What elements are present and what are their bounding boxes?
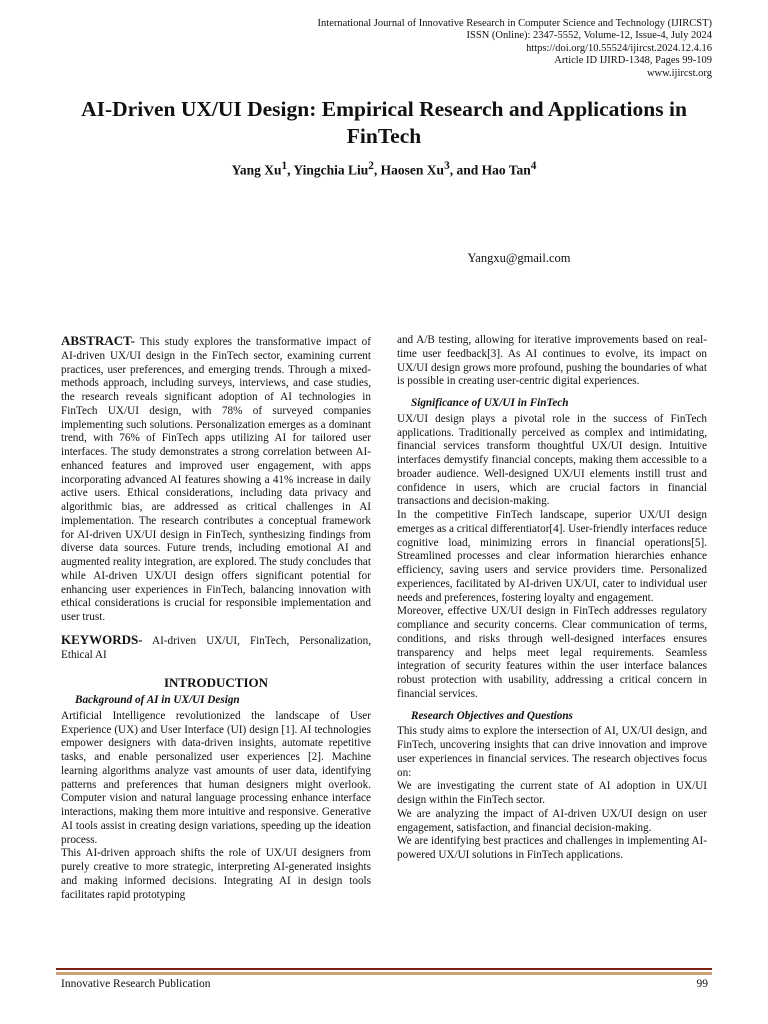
right-column (397, 334, 707, 863)
journal-header (318, 18, 712, 80)
author-affiliation-mark: 4 (530, 160, 537, 172)
keywords (61, 633, 371, 663)
paragraph: This AI-driven approach shifts the role of UX/UI designers from purely creative to more strategic, interpreting AI-generated insights and making informed decisions. Integrating AI in design tools facilitates rapid prototyping (61, 847, 371, 901)
subsection-heading-significance: Significance of UX/UI in FinTech (411, 397, 569, 409)
paragraph: This study aims to explore the intersection of AI, UX/UI design, and FinTech, uncovering insights that can drive innovation and improve user experiences in financial services. The research objectives focus on: (397, 725, 707, 779)
author-separator: , (287, 162, 294, 178)
journal-website-link[interactable]: www.ijircst.org (646, 67, 712, 79)
author-name: Haosen Xu (380, 162, 445, 178)
paragraph: UX/UI design plays a pivotal role in the success of FinTech applications. Traditionally perceived as complex and intimidating, financial services transform thoughtful UX/UI design. Intuitive interfaces demystify financial concepts, making them accessible to a broader audience. Well-designed UX/UI elements instill trust and confidence in users, which are crucial factors in financial transactions and decision-making. (397, 412, 707, 508)
paragraph: Moreover, effective UX/UI design in FinTech addresses regulatory compliance and security concerns. Clear communication of terms, conditions, and risks through well-designed interfaces ensures transparency and helps meet legal requirements. Seamless integration of security features within the user interface balances robust protection with usability, addressing a critical concern in financial services. (397, 605, 707, 700)
journal-name: International Journal of Innovative Research in Computer Science and Technology (IJIRCST) (317, 18, 712, 29)
subsection-heading-background: Background of AI in UX/UI Design (75, 694, 240, 706)
paper-title: AI-Driven UX/UI Design: Empirical Research and Applications in FinTech (81, 97, 687, 148)
paragraph: Artificial Intelligence revolutionized the landscape of User Experience (UX) and User Interface (UI) design [1]. AI technologies empower designers with data-driven insights, automate repetitive tasks, and enable personalized user experiences [2]. Machine learning algorithms analyze vast amounts of user data, identifying patterns and preferences that human designers might overlook. Computer vision and natural language processing enhance interface interactions, making them more intuitive and responsive. Generative AI tools assist in creating design variations, speeding up the ideation process. (61, 709, 371, 846)
left-column (61, 334, 371, 902)
author-affiliation-mark: 1 (281, 160, 288, 172)
author-email[interactable]: Yangxu@gmail.com (467, 251, 571, 265)
author-affiliation-mark: 3 (444, 160, 450, 172)
abstract (61, 334, 371, 625)
author-affiliation-mark: 2 (368, 160, 374, 172)
footer-divider-accent (56, 972, 712, 975)
paragraph: We are analyzing the impact of AI-driven UX/UI design on user engagement, satisfaction, and financial decision-making. (397, 807, 707, 834)
author-name: Hao Tan (481, 162, 531, 178)
keywords-text: AI-driven UX/UI, FinTech, Personalization, Ethical AI (61, 634, 371, 661)
abstract-label: ABSTRACT- (61, 333, 135, 348)
abstract-text: This study explores the transformative impact of AI-driven UX/UI design in the FinTech sector, examining current practices, user preferences, and emerging trends. Through a mixed-methods approach, including surveys, interviews, and case studies, the research reveals significant adoption of AI technologies in FinTech UX/UI design, with 78% of surveyed companies implementing such solutions. Personalization emerges as a dominant trend, with 76% of FinTech apps utilizing AI for tailored user interfaces. The study demonstrates a strong correlation between AI-enhanced features and improved user engagement, with apps incorporating advanced AI features showing a 41% increase in daily active users. Ethical considerations, including data privacy and algorithmic bias, are addressed as critical challenges in AI implementation. The research contributes a conceptual framework for AI-driven UX/UI design in FinTech, synthesizing findings from diverse data sources. Future trends, including emotional AI and augmented reality integration, are explored. The study concludes that while AI-driven UX/UI design offers significant potential for enhancing user experiences in FinTech, balancing innovation with ethical considerations is crucial for responsible implementation and user trust. (61, 336, 371, 623)
author-list (0, 160, 768, 179)
paragraph: We are identifying best practices and challenges in implementing AI-powered UX/UI solutions in FinTech applications. (397, 835, 707, 861)
paragraph: We are investigating the current state of AI adoption in UX/UI design within the FinTech sector. (397, 780, 707, 806)
author-name: Yang Xu (231, 162, 282, 178)
subsection-heading-objectives: Research Objectives and Questions (411, 709, 573, 722)
article-id: Article ID IJIRD-1348, Pages 99-109 (554, 55, 712, 67)
footer-divider (56, 968, 712, 970)
author-separator: , and (449, 162, 482, 178)
author-name: Yingchia Liu (293, 162, 369, 178)
page-number: 99 (696, 978, 708, 990)
journal-doi-link[interactable]: https://doi.org/10.55524/ijircst.2024.12.4.16 (526, 42, 712, 54)
paragraph: In the competitive FinTech landscape, superior UX/UI design emerges as a critical differentiator[4]. User-friendly interfaces reduce cognitive load, minimizing errors in financial operations[5]. Streamlined processes and clear information hierarchies enhance efficiency, saving users and service providers time. Personalized experiences, facilitated by AI-driven UX/UI, cater to individual user needs and preferences, fostering loyalty and engagement. (397, 509, 707, 604)
author-separator: , (373, 162, 381, 178)
paragraph-continued: and A/B testing, allowing for iterative improvements based on real-time user feedback[3]. As AI continues to evolve, its impact on UX/UI design grows more profound, pushing the boundaries of what is possible in creating user-centric digital experiences. (397, 334, 707, 388)
section-heading-introduction: INTRODUCTION (163, 675, 268, 691)
keywords-label: KEYWORDS- (61, 631, 143, 647)
footer-publisher: Innovative Research Publication (61, 978, 211, 990)
journal-issn: ISSN (Online): 2347-5552, Volume-12, Issue-4, July 2024 (466, 30, 712, 42)
